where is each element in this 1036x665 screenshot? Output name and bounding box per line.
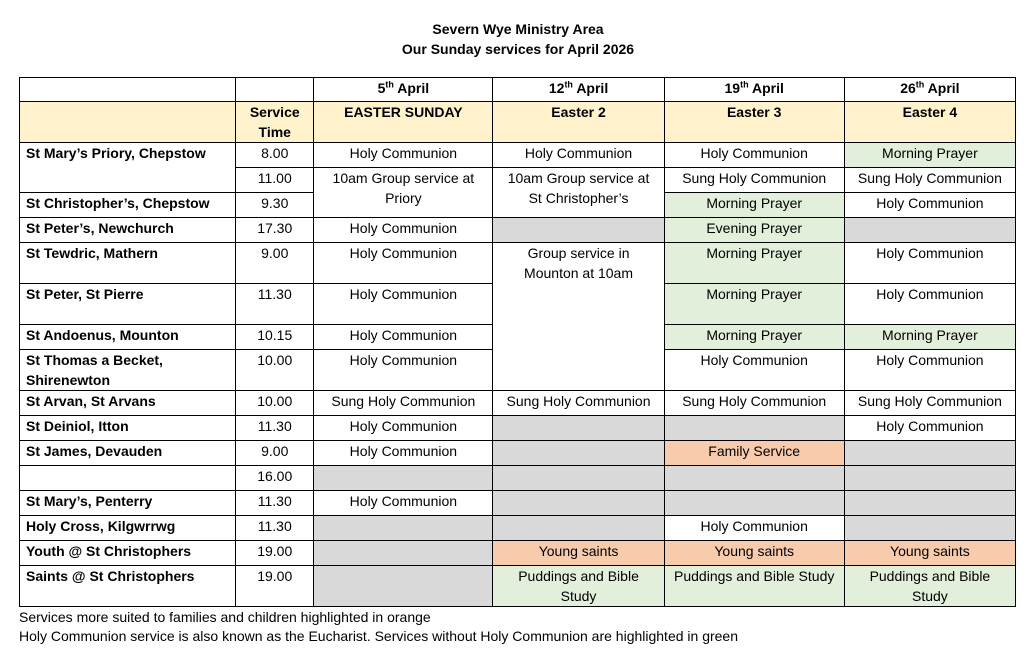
table-row (20, 516, 1016, 541)
table-row (20, 416, 1016, 441)
service-cell: Holy Communion (314, 143, 493, 168)
no-service-cell (664, 416, 844, 441)
table-row (20, 566, 1016, 607)
date-header: 26th April (844, 78, 1015, 102)
no-service-cell (314, 541, 493, 566)
service-cell: Morning Prayer (844, 325, 1015, 350)
service-time-header: Service Time (236, 102, 314, 143)
church-name: Saints @ St Christophers (20, 566, 236, 607)
occasion-header: EASTER SUNDAY (314, 102, 493, 143)
service-cell: Holy Communion (493, 143, 664, 168)
service-cell: Holy Communion (664, 350, 844, 391)
service-cell: Holy Communion (664, 516, 844, 541)
church-name: St Peter’s, Newchurch (20, 218, 236, 243)
service-cell: Holy Communion (314, 325, 493, 350)
table-row (20, 541, 1016, 566)
table-row (20, 243, 1016, 284)
no-service-cell (493, 466, 664, 491)
table-row (20, 218, 1016, 243)
header-blank (20, 102, 236, 143)
occasion-header: Easter 2 (493, 102, 664, 143)
service-time: 10.15 (236, 325, 314, 350)
group-service-cell: Group service in Mounton at 10am (493, 243, 664, 391)
no-service-cell (314, 566, 493, 607)
service-cell: Sung Holy Communion (493, 391, 664, 416)
no-service-cell (844, 441, 1015, 466)
service-cell: Evening Prayer (664, 218, 844, 243)
service-cell: Morning Prayer (664, 193, 844, 218)
no-service-cell (493, 516, 664, 541)
group-service-cell: 10am Group service at Priory (314, 168, 493, 218)
no-service-cell (844, 218, 1015, 243)
service-time: 9.00 (236, 243, 314, 284)
footnotes (19, 608, 738, 646)
group-service-cell: 10am Group service at St Christopher’s (493, 168, 664, 218)
occasion-header: Easter 4 (844, 102, 1015, 143)
no-service-cell (844, 516, 1015, 541)
occasion-header: Easter 3 (664, 102, 844, 143)
service-time: 11.30 (236, 491, 314, 516)
service-cell: Young saints (664, 541, 844, 566)
service-cell: Holy Communion (314, 350, 493, 391)
service-cell: Holy Communion (314, 218, 493, 243)
service-time: 11.30 (236, 516, 314, 541)
no-service-cell (493, 218, 664, 243)
service-time: 11.00 (236, 168, 314, 193)
no-service-cell (844, 466, 1015, 491)
service-time: 19.00 (236, 541, 314, 566)
table-row (20, 441, 1016, 466)
table-row (20, 466, 1016, 491)
church-name: Holy Cross, Kilgwrrwg (20, 516, 236, 541)
header-blank (236, 78, 314, 102)
service-cell: Holy Communion (314, 441, 493, 466)
service-cell: Sung Holy Communion (844, 391, 1015, 416)
church-name: St Thomas a Becket, Shirenewton (20, 350, 236, 391)
church-name-blank (20, 466, 236, 491)
church-name: St Peter, St Pierre (20, 284, 236, 325)
service-cell: Morning Prayer (664, 325, 844, 350)
service-cell: Puddings and Bible Study (493, 566, 664, 607)
service-cell: Puddings and Bible Study (844, 566, 1015, 607)
service-time: 10.00 (236, 350, 314, 391)
church-name: St James, Devauden (20, 441, 236, 466)
church-name: St Mary’s Priory, Chepstow (20, 143, 236, 193)
service-cell: Holy Communion (314, 416, 493, 441)
service-cell: Holy Communion (314, 243, 493, 284)
service-cell: Holy Communion (844, 243, 1015, 284)
service-time: 10.00 (236, 391, 314, 416)
service-time: 16.00 (236, 466, 314, 491)
no-service-cell (493, 491, 664, 516)
service-cell: Holy Communion (664, 143, 844, 168)
table-row (20, 391, 1016, 416)
service-cell: Holy Communion (314, 491, 493, 516)
service-cell: Sung Holy Communion (664, 391, 844, 416)
service-cell: Puddings and Bible Study (664, 566, 844, 607)
service-cell: Morning Prayer (664, 284, 844, 325)
service-time: 19.00 (236, 566, 314, 607)
footnote-green: Holy Communion service is also known as the Eucharist. Services without Holy Communion are highlighted in green (19, 628, 739, 644)
service-cell: Morning Prayer (844, 143, 1015, 168)
date-header-row (20, 78, 1016, 102)
service-cell: Sung Holy Communion (844, 168, 1015, 193)
service-cell: Holy Communion (314, 284, 493, 325)
church-name: St Andoenus, Mounton (20, 325, 236, 350)
service-time: 9.00 (236, 441, 314, 466)
occasion-header-row (20, 102, 1016, 143)
date-header: 5th April (314, 78, 493, 102)
service-time: 8.00 (236, 143, 314, 168)
no-service-cell (493, 416, 664, 441)
church-name: St Deiniol, Itton (20, 416, 236, 441)
service-cell: Holy Communion (844, 350, 1015, 391)
service-cell: Young saints (844, 541, 1015, 566)
service-time: 9.30 (236, 193, 314, 218)
services-table (19, 77, 1016, 607)
no-service-cell (314, 516, 493, 541)
service-cell: Young saints (493, 541, 664, 566)
date-header: 12th April (493, 78, 664, 102)
footnote-orange: Services more suited to families and children highlighted in orange (19, 609, 431, 625)
service-time: 11.30 (236, 416, 314, 441)
church-name: Youth @ St Christophers (20, 541, 236, 566)
no-service-cell (844, 491, 1015, 516)
document-subtitle: Our Sunday services for April 2026 (401, 41, 635, 57)
church-name: St Tewdric, Mathern (20, 243, 236, 284)
service-cell: Sung Holy Communion (314, 391, 493, 416)
date-header: 19th April (664, 78, 844, 102)
no-service-cell (664, 491, 844, 516)
church-name: St Christopher’s, Chepstow (20, 193, 236, 218)
service-cell: Holy Communion (844, 193, 1015, 218)
church-name: St Arvan, St Arvans (20, 391, 236, 416)
header-blank (20, 78, 236, 102)
service-cell: Holy Communion (844, 416, 1015, 441)
no-service-cell (664, 466, 844, 491)
service-cell: Sung Holy Communion (664, 168, 844, 193)
service-cell: Morning Prayer (664, 243, 844, 284)
service-time: 17.30 (236, 218, 314, 243)
service-cell: Family Service (664, 441, 844, 466)
table-row (20, 491, 1016, 516)
no-service-cell (493, 441, 664, 466)
church-name: St Mary’s, Penterry (20, 491, 236, 516)
table-row (20, 143, 1016, 168)
service-cell: Holy Communion (844, 284, 1015, 325)
no-service-cell (314, 466, 493, 491)
document-title: Severn Wye Ministry Area (432, 21, 604, 37)
service-time: 11.30 (236, 284, 314, 325)
